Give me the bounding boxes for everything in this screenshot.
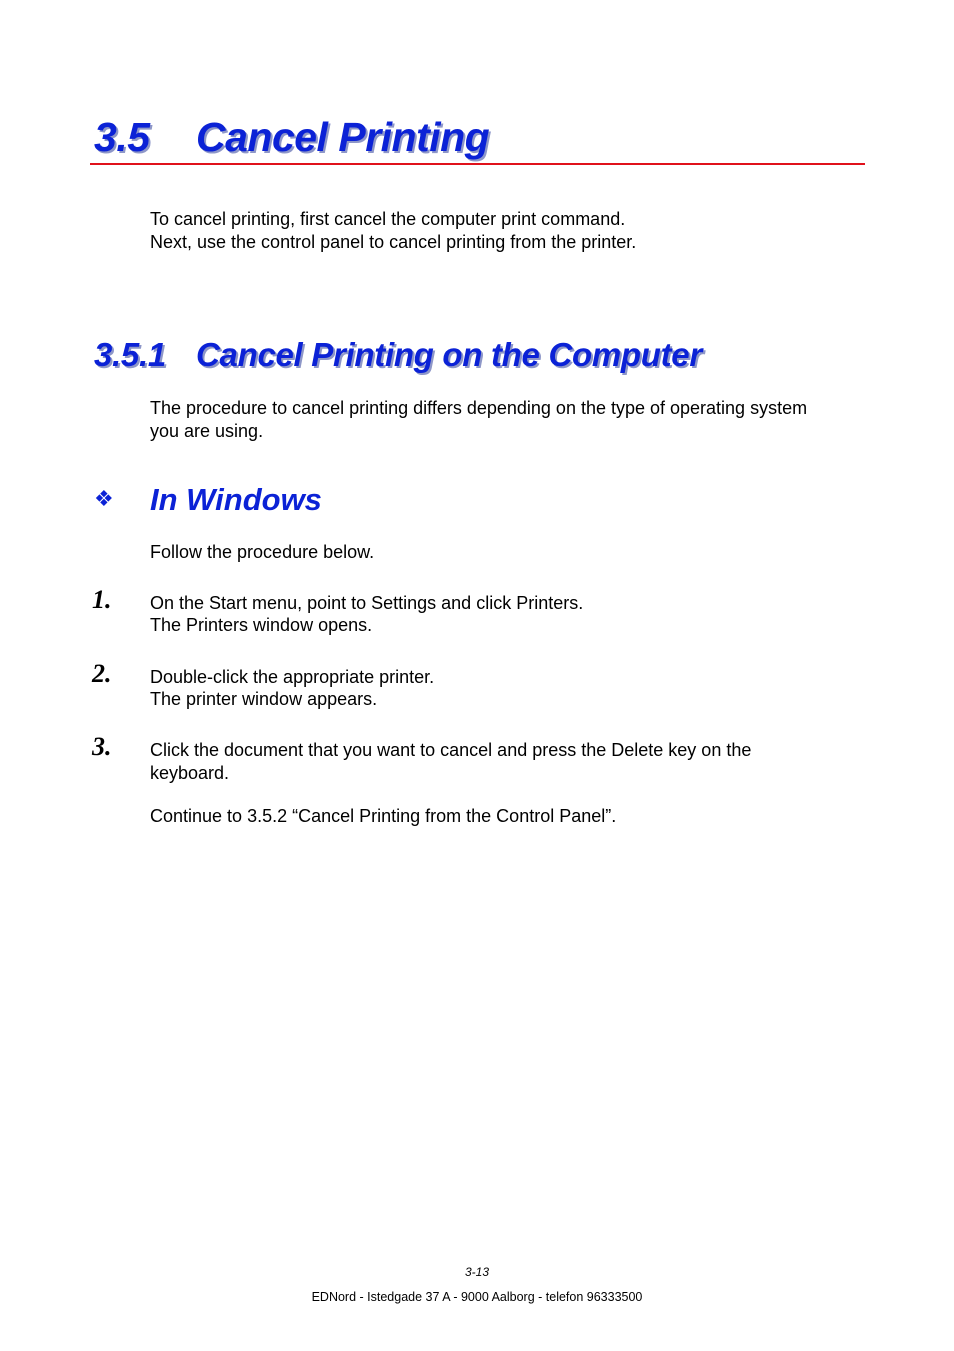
step-number-3: 3. xyxy=(92,732,112,761)
step-number-1: 1. xyxy=(92,585,112,614)
section-number: 3.5 xyxy=(94,114,150,160)
section-title: Cancel Printing xyxy=(196,114,490,160)
step-3-line-2: keyboard. xyxy=(150,763,230,783)
intro-line-2: Next, use the control panel to cancel printing from the printer. xyxy=(150,232,637,252)
step-2-line-1: Double-click the appropriate printer. xyxy=(150,667,435,687)
section-intro-line-1: The procedure to cancel printing differs depending on the type of operating system xyxy=(150,398,808,418)
step-2-line-2: The printer window appears. xyxy=(150,689,378,709)
os-heading-title: In Windows xyxy=(150,482,322,517)
os-heading xyxy=(94,482,322,518)
step-3-line-1: Click the document that you want to cancel and press the Delete key on the xyxy=(150,740,752,760)
subsection-title: Cancel Printing on the Computer xyxy=(196,336,702,373)
step-1-line-1: On the Start menu, point to Settings and click Printers. xyxy=(150,593,584,613)
subsection-heading xyxy=(94,336,702,374)
intro-line-1: To cancel printing, first cancel the computer print command. xyxy=(150,209,626,229)
continue-text: Continue to 3.5.2 “Cancel Printing from the Control Panel”. xyxy=(150,806,617,826)
section-heading xyxy=(94,114,489,161)
footer-address: EDNord - Istedgade 37 A - 9000 Aalborg - telefon 96333500 xyxy=(311,1290,643,1304)
follow-text: Follow the procedure below. xyxy=(150,542,375,562)
step-number-2: 2. xyxy=(92,659,112,688)
page-number: 3-13 xyxy=(464,1265,490,1279)
diamond-bullet-icon: ❖ xyxy=(94,486,114,511)
step-1-line-2: The Printers window opens. xyxy=(150,615,373,635)
heading-divider xyxy=(90,163,865,165)
section-intro-line-2: you are using. xyxy=(150,421,264,441)
subsection-number: 3.5.1 xyxy=(94,336,166,373)
